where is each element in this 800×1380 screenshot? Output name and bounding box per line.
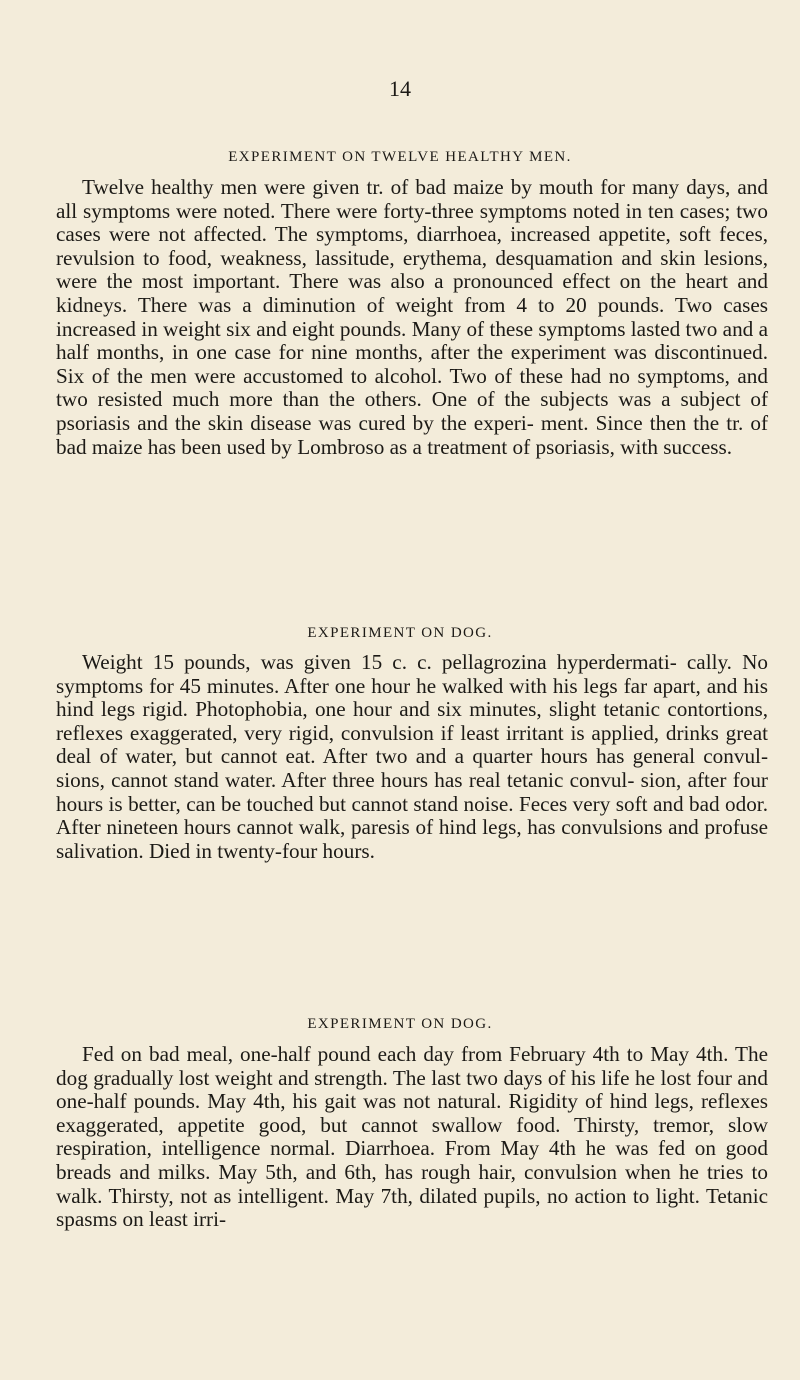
section-body-dog-2: Fed on bad meal, one-half pound each day from February 4th to May 4th. The dog gradually lost weight and strength. The last two days of his life he lost four and one-half pounds. May 4th, his gait was not natural. Rigidity of hind legs, reflexes exaggerated, appetite good, but cannot swallow food. Thirsty, tremor, slow respiration, intelligence normal. Diarrhoea. From May 4th he was fed on good breads and milks. May 5th, and 6th, has rough hair, convulsion when he tries to walk. Thirsty, not as intelligent. May 7th, dilated pupils, no action to light. Tetanic spasms on least irri- <box>56 1042 768 1232</box>
section-heading-dog-2: EXPERIMENT ON DOG. <box>307 1016 493 1032</box>
page-number: 14 <box>389 76 411 101</box>
section-body-twelve-men: Twelve healthy men were given tr. of bad maize by mouth for many days, and all symptoms were noted. There were forty-three symptoms noted in ten cases; two cases were not affected. The symptoms, diarrhoea, increased appetite, soft feces, revulsion to food, weakness, lassitude, erythema, desquamation and skin lesions, were the most important. There was also a pronounced effect on the heart and kidneys. There was a diminution of weight from 4 to 20 pounds. Two cases increased in weight six and eight pounds. Many of these symptoms lasted two and a half months, in one case for nine months, after the experiment was discontinued. Six of the men were accustomed to alcohol. Two of these had no symptoms, and two resisted much more than the others. One of the subjects was a subject of psoriasis and the skin disease was cured by the experi- ment. Since then the tr. of bad maize has been used by Lombroso as a treatment of psoriasis, with success. <box>56 175 768 459</box>
section-heading-twelve-men: EXPERIMENT ON TWELVE HEALTHY MEN. <box>228 149 572 165</box>
section-body-dog-1: Weight 15 pounds, was given 15 c. c. pellagrozina hyperdermati- cally. No symptoms for 45 minutes. After one hour he walked with his legs far apart, and his hind legs rigid. Photophobia, one hour and six minutes, slight tetanic contortions, reflexes exaggerated, very rigid, convulsion if least irritant is applied, drinks great deal of water, but cannot eat. After two and a quarter hours has general convul- sions, cannot stand water. After three hours has real tetanic convul- sion, after four hours is better, can be touched but cannot stand noise. Feces very soft and bad odor. After nineteen hours cannot walk, paresis of hind legs, has convulsions and profuse salivation. Died in twenty-four hours. <box>56 650 768 863</box>
section-heading-dog-1: EXPERIMENT ON DOG. <box>307 625 493 641</box>
